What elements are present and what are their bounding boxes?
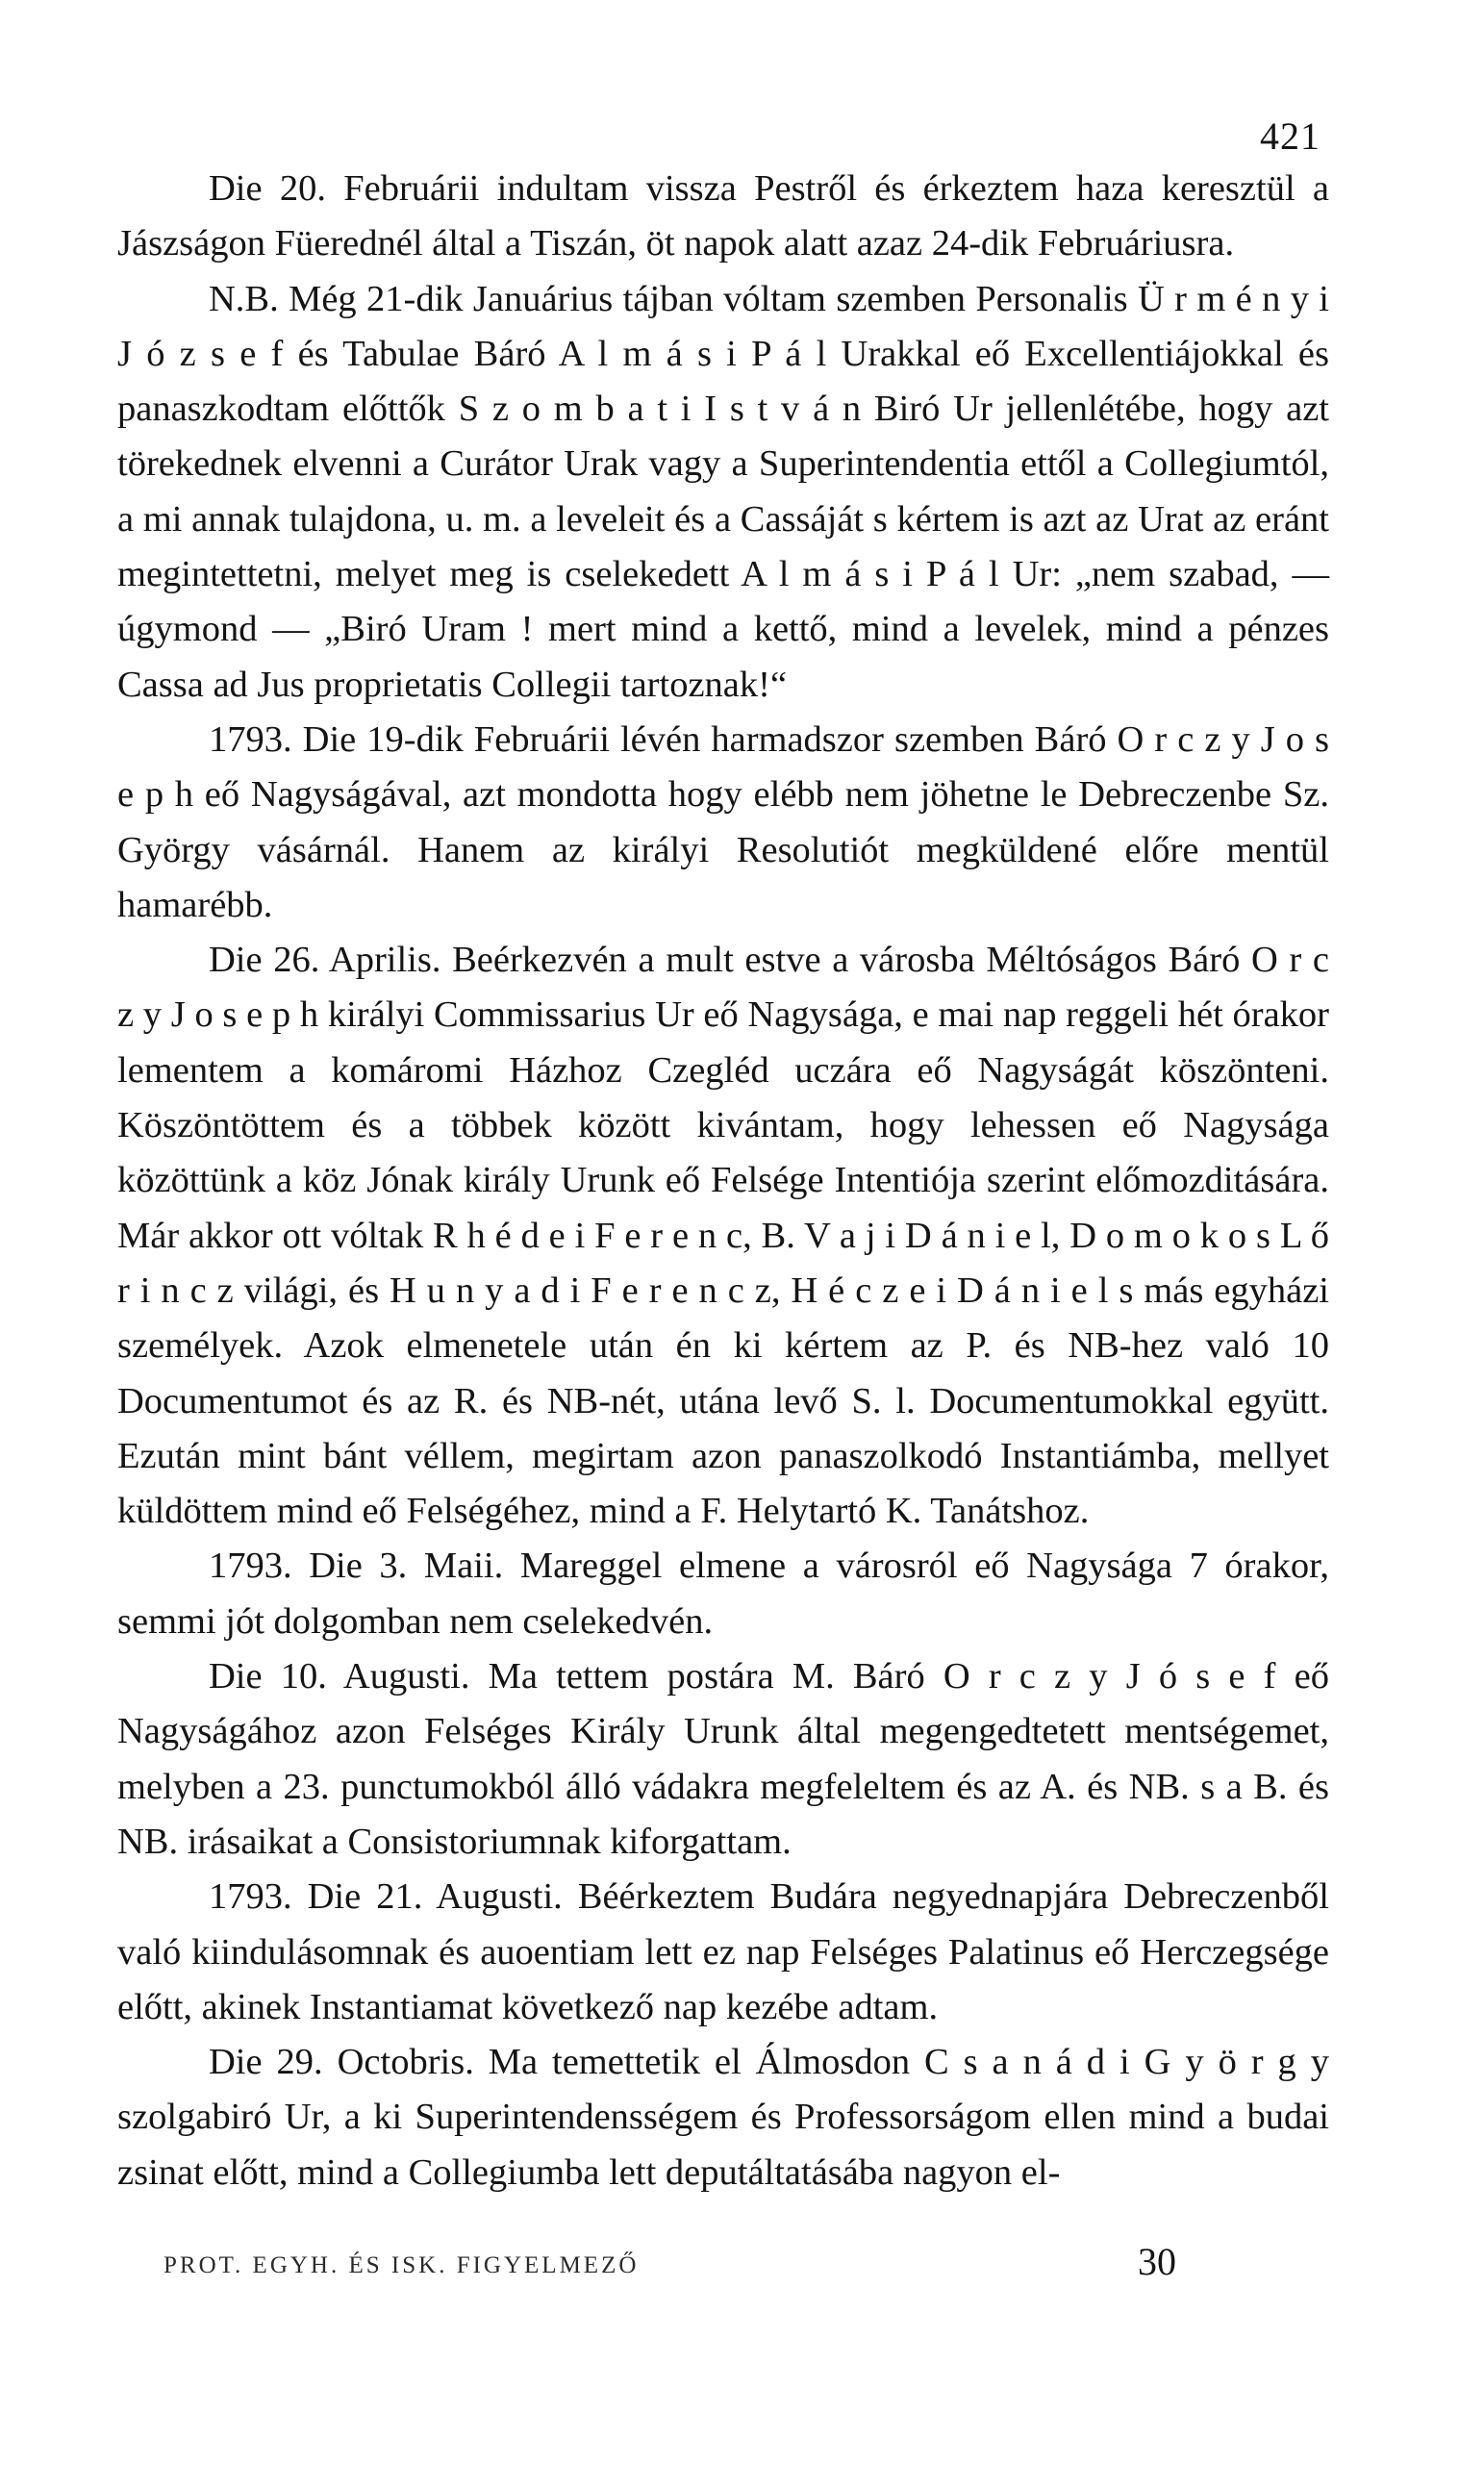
- paragraph-8: Die 29. Octobris. Ma temettetik el Álmosdon C s a n á d i G y ö r g y szolgabiró Ur, a ki Superintendensségem és Professorságom ellen mind a budai zsinat előtt, mind a Collegiumba lett deputáltatásába nagyon el-: [117, 2042, 1329, 2193]
- paragraph-5: 1793. Die 3. Maii. Mareggel elmene a városról eő Nagysága 7 órakor, semmi jót dolgomban nem cselekedvén.: [117, 1546, 1329, 1642]
- journal-title: PROT. EGYH. ÉS ISK. FIGYELMEZŐ: [163, 2252, 640, 2278]
- paragraph-7: 1793. Die 21. Augusti. Béérkeztem Budára negyednapjára Debreczenből való kiindulásomnak és auoentiam lett ez nap Felséges Palatinus eő Herczegsége előtt, akinek Instantiamat következő nap kezébe adtam.: [117, 1876, 1329, 2027]
- signature-mark: 30: [1138, 2240, 1176, 2283]
- body-text: [117, 162, 1329, 2200]
- page-number: 421: [1260, 114, 1321, 158]
- page-footer: [163, 2239, 1321, 2297]
- paragraph-6: Die 10. Augusti. Ma tettem postára M. Báró O r c z y J ó s e f eő Nagyságához azon Felséges Király Urunk által megengedtetett mentségemet, melyben a 23. punctumokból álló vádakra megfeleltem és az A. és NB. s a B. és NB. irásaikat a Consistoriumnak kiforgattam.: [117, 1656, 1329, 1862]
- paragraph-3: 1793. Die 19-dik Februárii lévén harmadszor szemben Báró O r c z y J o s e p h eő Nagyságával, azt mondotta hogy elébb nem jöhetne le Debreczenbe Sz. György vásárnál. Hanem az királyi Resolutiót megküldené előre mentül hamarébb.: [117, 718, 1329, 925]
- paragraph-1: Die 20. Februárii indultam vissza Pestről és érkeztem haza keresztül a Jászságon Füerednél által a Tiszán, öt napok alatt azaz 24-dik Februáriusra.: [117, 168, 1329, 264]
- paragraph-4: Die 26. Aprilis. Beérkezvén a mult estve a városba Méltóságos Báró O r c z y J o s e p h királyi Commissarius Ur eő Nagysága, e mai nap reggeli hét órakor lementem a komáromi Házhoz Czegléd uczára eő Nagyságát köszönteni. Köszöntöttem és a többek között kivántam, hogy lehessen eő Nagysága közöttünk a köz Jónak király Urunk eő Felsége Intentiója szerint előmozditására. Már akkor ott vóltak R h é d e i F e r e n c, B. V a j i D á n i e l, D o m o k o s L ő r i n c z világi, és H u n y a d i F e r e n c z, H é c z e i D á n i e l s más egyházi személyek. Azok elmenetele után én ki kértem az P. és NB-hez való 10 Documentumot és az R. és NB-nét, utána levő S. l. Documentumokkal együtt. Ezután mint bánt véllem, megirtam azon panaszolkodó Instantiámba, mellyet küldöttem mind eő Felségéhez, mind a F. Helytartó K. Tanátshoz.: [117, 940, 1329, 1532]
- paragraph-2: N.B. Még 21-dik Januárius tájban vóltam szemben Personalis Ü r m é n y i J ó z s e f és Tabulae Báró A l m á s i P á l Urakkal eő Excellentiájokkal és panaszkodtam előttők S z o m b a t i I s t v á n Biró Ur jellenlétébe, hogy azt törekednek elvenni a Curátor Urak vagy a Superintendentia ettől a Collegiumtól, a mi annak tulajdona, u. m. a leveleit és a Cassáját s kértem is azt az Urat az eránt megintettetni, melyet meg is cselekedett A l m á s i P á l Ur: „nem szabad, — úgymond — „Biró Uram ! mert mind a kettő, mind a levelek, mind a pénzes Cassa ad Jus proprietatis Collegii tartoznak!“: [117, 278, 1329, 705]
